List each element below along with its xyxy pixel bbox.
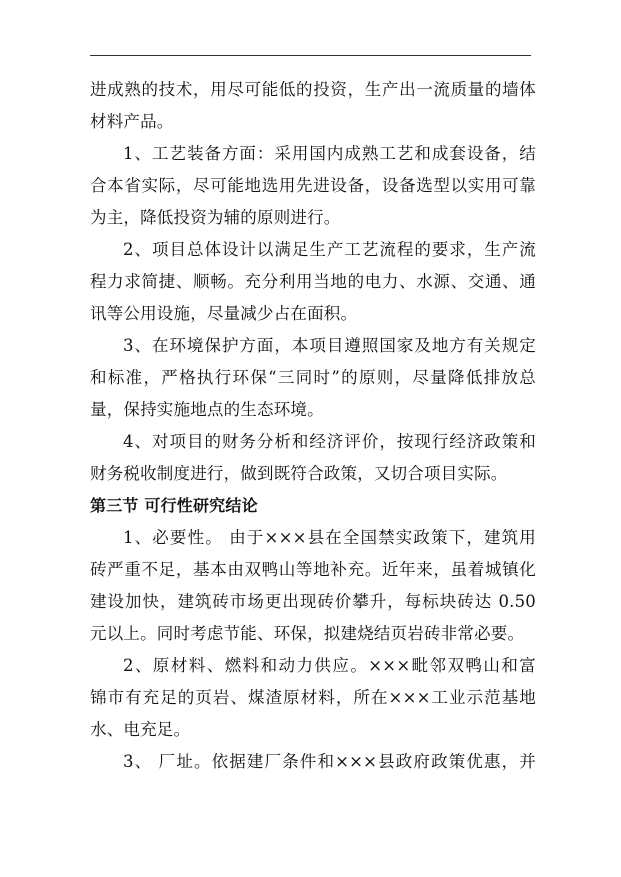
text-line-content: 水、电充足。 xyxy=(90,720,191,739)
text-line xyxy=(90,426,536,458)
text-line xyxy=(90,586,536,618)
text-line-content: 2、项目总体设计以满足生产工艺流程的要求，生产流 xyxy=(123,240,536,259)
text-line-content: 建设加快，建筑砖市场更出现砖价攀升，每标块砖达 0.50 xyxy=(90,592,536,611)
text-line-content: 材料产品。 xyxy=(90,112,174,131)
text-line-content: 1、必要性。 由于×××县在全国禁实政策下，建筑用 xyxy=(123,528,536,547)
text-line-content: 3、 厂址。依据建厂条件和×××县政府政策优惠，并 xyxy=(123,752,536,771)
text-line xyxy=(90,202,536,234)
text-line-content: 为主，降低投资为辅的原则进行。 xyxy=(90,208,341,227)
text-line-content: 砖严重不足，基本由双鸭山等地补充。近年来，虽着城镇化 xyxy=(90,560,536,579)
text-line xyxy=(90,650,536,682)
text-line xyxy=(90,298,536,330)
text-line xyxy=(90,362,536,394)
text-line-content: 4、对项目的财务分析和经济评价，按现行经济政策和 xyxy=(123,432,536,451)
text-line-content: 2、原材料、燃料和动力供应。×××毗邻双鸭山和富 xyxy=(123,656,536,675)
text-line-content: 量，保持实施地点的生态环境。 xyxy=(90,400,324,419)
text-line-content: 财务税收制度进行，做到既符合政策，又切合项目实际。 xyxy=(90,464,508,483)
text-line xyxy=(90,234,536,266)
document-body xyxy=(90,74,536,778)
text-line xyxy=(90,330,536,362)
text-line-content: 进成熟的技术，用尽可能低的投资，生产出一流质量的墙体 xyxy=(90,80,536,99)
text-line-content: 第三节 可行性研究结论 xyxy=(90,496,258,515)
text-line-content: 合本省实际，尽可能地选用先进设备，设备选型以实用可靠 xyxy=(90,176,536,195)
header-rule xyxy=(90,55,531,56)
text-line xyxy=(90,682,536,714)
text-line-content: 讯等公用设施，尽量减少占在面积。 xyxy=(90,304,358,323)
text-line xyxy=(90,106,536,138)
text-line xyxy=(90,554,536,586)
text-line-content: 程力求简捷、顺畅。充分利用当地的电力、水源、交通、通 xyxy=(90,272,536,291)
text-line xyxy=(90,394,536,426)
text-line xyxy=(90,458,536,490)
section-heading xyxy=(90,490,536,522)
text-line xyxy=(90,138,536,170)
text-line xyxy=(90,170,536,202)
text-line xyxy=(90,266,536,298)
text-line-content: 锦市有充足的页岩、煤渣原材料，所在×××工业示范基地 xyxy=(90,688,536,707)
text-line-content: 3、在环境保护方面，本项目遵照国家及地方有关规定 xyxy=(123,336,536,355)
text-line xyxy=(90,618,536,650)
text-line xyxy=(90,746,536,778)
text-line-content: 1、工艺装备方面：采用国内成熟工艺和成套设备，结 xyxy=(123,144,536,163)
text-line-content: 元以上。同时考虑节能、环保，拟建烧结页岩砖非常必要。 xyxy=(90,624,525,643)
text-line xyxy=(90,522,536,554)
text-line xyxy=(90,714,536,746)
text-line-content: 和标准，严格执行环保“三同时”的原则，尽量降低排放总 xyxy=(90,368,536,387)
text-line xyxy=(90,74,536,106)
